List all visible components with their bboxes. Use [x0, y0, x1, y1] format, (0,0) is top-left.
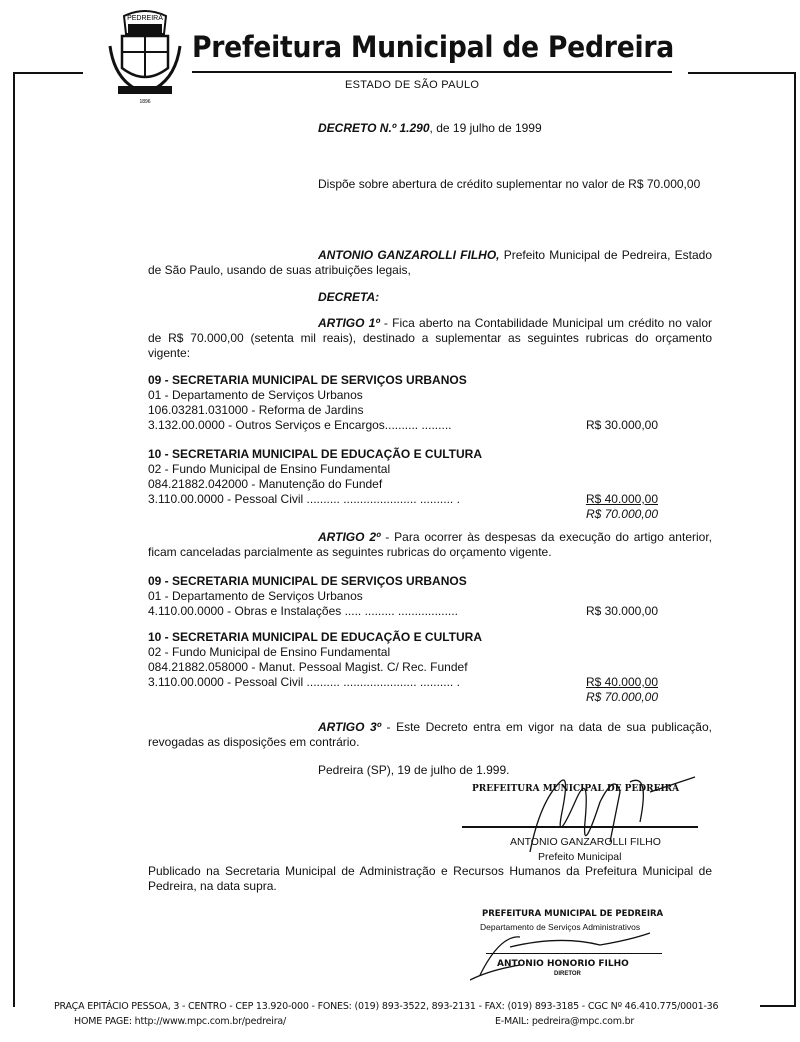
section-line: 084.21882.042000 - Manutenção do Fundef [148, 477, 383, 491]
frame-top-left [13, 72, 83, 74]
frame-left [13, 72, 15, 1007]
frame-bottom [760, 1005, 796, 1007]
article-2-label: ARTIGO 2º [318, 530, 381, 544]
publication-note: Publicado na Secretaria Municipal de Administração e Recursos Humanos da Prefeitura Municipal de Pedreira, na data supra. [148, 864, 712, 893]
section-heading: 09 - SECRETARIA MUNICIPAL DE SERVIÇOS URBANOS [148, 373, 467, 387]
budget-item: 3.110.00.0000 - Pessoal Civil .......... ...................... .......... . [148, 492, 460, 506]
coat-of-arms-logo [104, 6, 186, 106]
article-3-text: - Este Decreto entra em vigor na data de sua publicação, revogadas as disposições em contrário. [148, 720, 712, 749]
signature-1-role: Prefeito Municipal [538, 851, 622, 863]
section-heading: 10 - SECRETARIA MUNICIPAL DE EDUCAÇÃO E CULTURA [148, 447, 483, 461]
signature-2-name: ANTONIO HONORIO FILHO [497, 959, 629, 969]
budget-value: R$ 40.000,00 [585, 675, 658, 689]
article-2-text: - Para ocorrer às despesas da execução do artigo anterior, ficam canceladas parcialmente as seguintes rubricas do orçamento vigente. [148, 530, 712, 559]
article-1-section-10 [148, 447, 658, 522]
section-heading: 09 - SECRETARIA MUNICIPAL DE SERVIÇOS URBANOS [148, 574, 467, 588]
budget-item: 4.110.00.0000 - Obras e Instalações ..... ......... .................. [148, 604, 458, 618]
article-1-text: - Fica aberto na Contabilidade Municipal um crédito no valor de R$ 70.000,00 (setenta mil reais), destinado a suplementar as seguintes rubricas do orçamento vigente: [148, 316, 712, 360]
footer-address: PRAÇA EPITÁCIO PESSOA, 3 - CENTRO - CEP 13.920-000 - FONES: (019) 893-3522, 893-2131 - FAX: (019) 893-3185 - CGC Nº 46.410.775/0001-36 [54, 1001, 719, 1012]
signature-1-stamp: PREFEITURA MUNICIPAL DE PEDREIRA [472, 784, 680, 794]
article-2-section-09 [148, 574, 658, 619]
section-line: 02 - Fundo Municipal de Ensino Fundamental [148, 645, 391, 659]
article-1 [148, 316, 712, 361]
article-1-section-09 [148, 373, 658, 433]
budget-item: 3.110.00.0000 - Pessoal Civil .......... ...................... .......... . [148, 675, 460, 689]
budget-value: R$ 30.000,00 [585, 604, 658, 618]
frame-right [794, 72, 796, 1007]
article-2-section-10 [148, 630, 658, 705]
section-line: 084.21882.058000 - Manut. Pessoal Magist. C/ Rec. Fundef [148, 660, 468, 674]
footer-homepage: HOME PAGE: http://www.mpc.com.br/pedreira/ [74, 1016, 287, 1027]
article-2 [148, 530, 712, 560]
mayor-name: ANTONIO GANZAROLLI FILHO, [318, 248, 500, 262]
budget-value: R$ 40.000,00 [585, 492, 658, 506]
section-line: 106.03281.031000 - Reforma de Jardins [148, 403, 364, 417]
svg-text:1896: 1896 [139, 99, 151, 105]
section-heading: 10 - SECRETARIA MUNICIPAL DE EDUCAÇÃO E CULTURA [148, 630, 483, 644]
preamble [148, 248, 712, 278]
budget-item: 3.132.00.0000 - Outros Serviços e Encargos.......... ......... [148, 418, 452, 432]
budget-total: R$ 70.000,00 [585, 690, 658, 704]
place-date: Pedreira (SP), 19 de julho de 1.999. [318, 763, 510, 777]
decree-summary: Dispõe sobre abertura de crédito suplementar no valor de R$ 70.000,00 [318, 177, 701, 191]
budget-total: R$ 70.000,00 [585, 507, 658, 521]
signature-1-name: ANTONIO GANZAROLLI FILHO [510, 836, 661, 848]
section-line: 01 - Departamento de Serviços Urbanos [148, 589, 363, 603]
page-title: Prefeitura Municipal de Pedreira [192, 30, 674, 64]
footer-email: E-MAIL: pedreira@mpc.com.br [495, 1016, 635, 1027]
state-subtitle: ESTADO DE SÃO PAULO [345, 79, 480, 91]
signature-1-line [462, 826, 698, 828]
signature-2-line [486, 953, 662, 954]
decree-number: DECRETO N.º 1.290 [318, 121, 430, 135]
signature-2-stamp: PREFEITURA MUNICIPAL DE PEDREIRA [482, 909, 664, 919]
article-3 [148, 720, 712, 750]
section-line: 02 - Fundo Municipal de Ensino Fundamental [148, 462, 391, 476]
decree-date: , de 19 julho de 1999 [429, 121, 542, 135]
section-line: 01 - Departamento de Serviços Urbanos [148, 388, 363, 402]
signature-2-department: Departamento de Serviços Administrativos [480, 922, 641, 932]
preamble-text: Prefeito Municipal de Pedreira, Estado de São Paulo, usando de suas atribuições legais, [148, 248, 712, 277]
title-underline [192, 71, 672, 73]
svg-text:PEDREIRA: PEDREIRA [127, 15, 163, 22]
decree-heading [318, 121, 542, 136]
signature-2-role: DIRETOR [554, 971, 581, 977]
decreta-heading: DECRETA: [318, 290, 380, 304]
article-3-label: ARTIGO 3º [318, 720, 382, 734]
frame-top-right [688, 72, 796, 74]
budget-value: R$ 30.000,00 [585, 418, 658, 432]
article-1-label: ARTIGO 1º [318, 316, 380, 330]
